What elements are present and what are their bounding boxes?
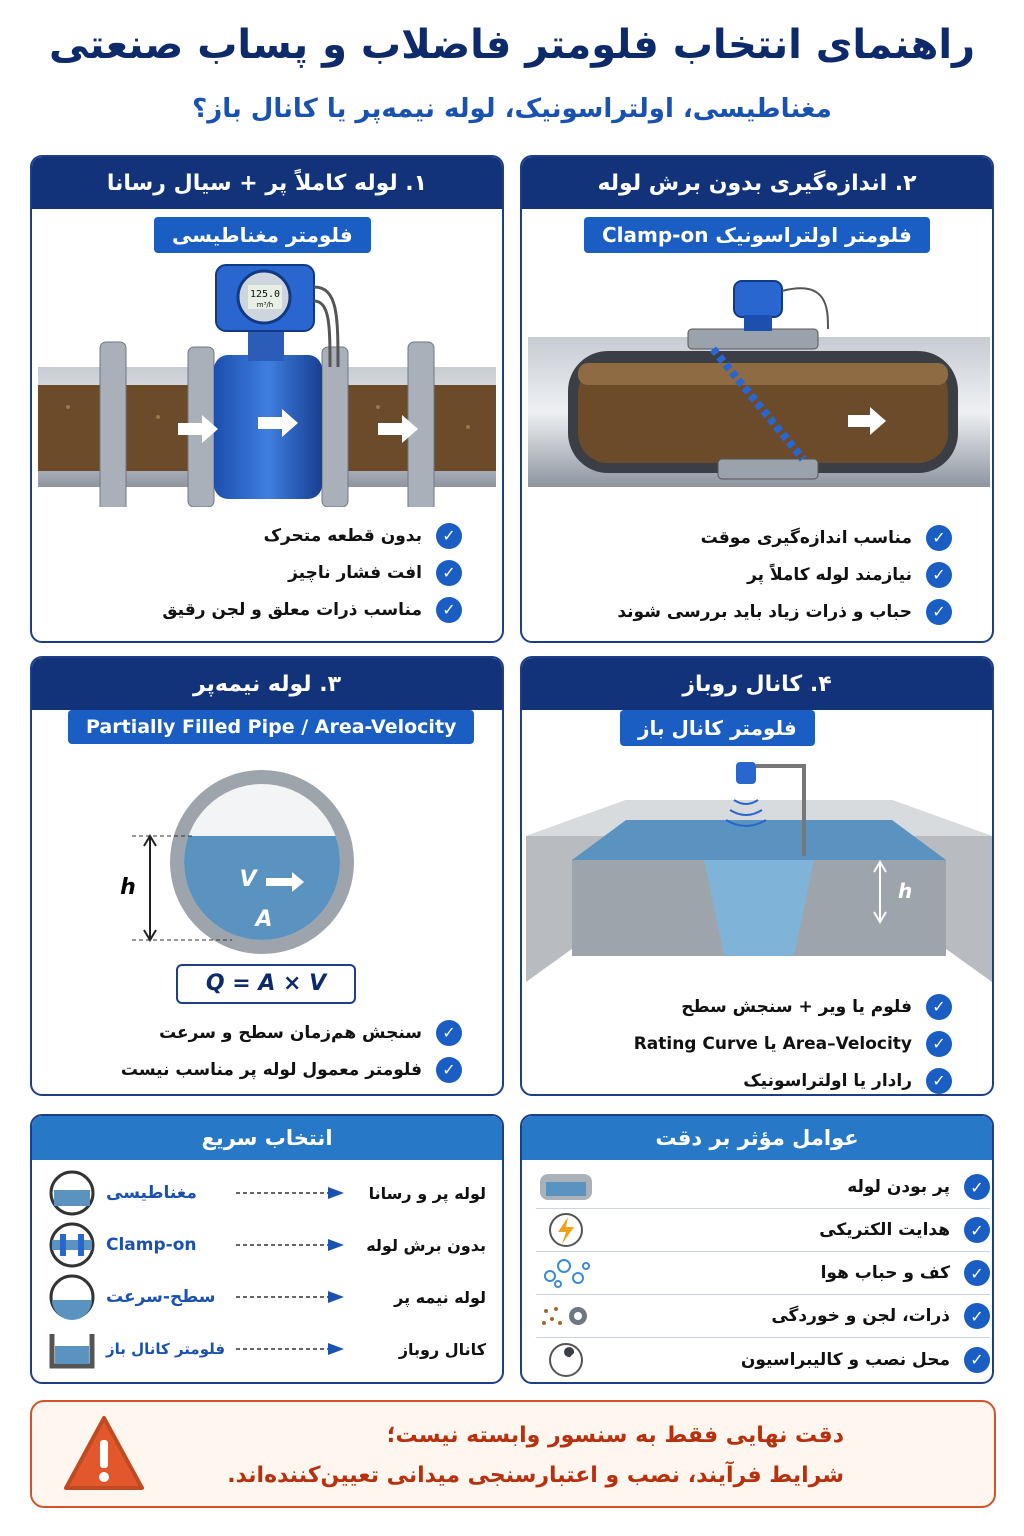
list-item: ✓ فلوم یا ویر + سنجش سطح (562, 988, 952, 1025)
check-icon: ✓ (436, 1020, 462, 1046)
check-icon: ✓ (926, 1068, 952, 1094)
area-label: A (255, 907, 273, 932)
list-item: ✓ فلومتر معمول لوله پر مناسب نیست (72, 1051, 462, 1088)
height-label: h (120, 875, 136, 900)
arrow-icon (236, 1343, 346, 1355)
panel-heading: عوامل مؤثر بر دقت (522, 1116, 992, 1160)
warning-banner (30, 1400, 996, 1508)
arrow-icon (236, 1239, 346, 1251)
feature-list (562, 988, 952, 1096)
list-item: ✓ سنجش هم‌زمان سطح و سرعت (72, 1014, 462, 1051)
check-icon: ✓ (926, 562, 952, 588)
list-item: ✓ مناسب ذرات معلق و لجن رقیق (72, 591, 462, 628)
method-badge: فلومتر مغناطیسی (154, 217, 371, 253)
warning-icon (62, 1414, 146, 1494)
panel-heading: انتخاب سریع (32, 1116, 502, 1160)
card-clamp-on (520, 155, 994, 643)
feature-list (562, 519, 952, 630)
check-icon: ✓ (964, 1174, 990, 1200)
list-item: سطح-سرعت لوله نیمه پر (46, 1272, 500, 1322)
particles-gear-icon (536, 1297, 596, 1335)
height-label: h (898, 879, 913, 903)
magnetic-flowmeter-illustration (38, 257, 496, 507)
check-icon: ✓ (964, 1303, 990, 1329)
card-heading: ۲. اندازه‌گیری بدون برش لوله (522, 157, 992, 209)
full-pipe-icon (46, 1170, 98, 1216)
list-item: ✓ بدون قطعه متحرک (72, 517, 462, 554)
display-value: 125.0 (249, 289, 281, 300)
half-pipe-diagram (72, 764, 452, 954)
lightning-icon (536, 1211, 596, 1249)
list-item: فلومتر کانال باز کانال روباز (46, 1324, 500, 1374)
method-badge: فلومتر اولتراسونیک Clamp-on (584, 217, 930, 253)
card-magnetic (30, 155, 504, 643)
list-item: هدایت الکتریکی ✓ (536, 1209, 990, 1252)
card-heading: ۳. لوله نیمه‌پر (32, 658, 502, 710)
method-badge: فلومتر کانال باز (620, 710, 815, 746)
list-item: ✓ Area–Velocity یا Rating Curve (562, 1025, 952, 1062)
check-icon: ✓ (964, 1260, 990, 1286)
list-item: ✓ حباب و ذرات زیاد باید بررسی شوند (562, 593, 952, 630)
open-channel-icon (46, 1326, 98, 1372)
list-item: مغناطیسی لوله پر و رسانا (46, 1168, 500, 1218)
feature-list (72, 1014, 462, 1088)
list-item: ذرات، لجن و خوردگی ✓ (536, 1295, 990, 1338)
check-icon: ✓ (436, 560, 462, 586)
quick-select-panel (30, 1114, 504, 1384)
list-item: ✓ افت فشار ناچیز (72, 554, 462, 591)
clamp-on-ultrasonic-illustration (528, 269, 990, 509)
display-unit: m³/h (256, 301, 274, 309)
warning-text (144, 1416, 844, 1496)
check-icon: ✓ (926, 599, 952, 625)
bubbles-icon (536, 1254, 596, 1292)
list-item: Clamp-on بدون برش لوله (46, 1220, 500, 1270)
warning-line-2: شرایط فرآیند، نصب و اعتبارسنجی میدانی تعیین‌کننده‌اند. (227, 1463, 844, 1488)
open-channel-illustration (526, 756, 992, 982)
method-badge: Partially Filled Pipe / Area-Velocity (68, 710, 474, 744)
card-heading: ۱. لوله کاملاً پر + سیال رسانا (32, 157, 502, 209)
check-icon: ✓ (436, 1057, 462, 1083)
clamp-pipe-icon (46, 1222, 98, 1268)
page-title: راهنمای انتخاب فلومتر فاضلاب و پساب صنعتی (48, 22, 976, 68)
accuracy-factors-panel (520, 1114, 994, 1384)
pipe-fill-icon (536, 1168, 596, 1206)
half-pipe-icon (46, 1274, 98, 1320)
check-icon: ✓ (926, 994, 952, 1020)
check-icon: ✓ (436, 597, 462, 623)
check-icon: ✓ (964, 1347, 990, 1373)
list-item: پر بودن لوله ✓ (536, 1166, 990, 1209)
check-icon: ✓ (436, 523, 462, 549)
list-item: ✓ نیازمند لوله کاملاً پر (562, 556, 952, 593)
list-item: ✓ مناسب اندازه‌گیری موقت (562, 519, 952, 556)
flow-formula: Q = A × V (176, 964, 356, 1004)
wrench-icon (536, 1341, 596, 1379)
check-icon: ✓ (926, 1031, 952, 1057)
feature-list (72, 517, 462, 628)
list-item: محل نصب و کالیبراسیون ✓ (536, 1338, 990, 1381)
card-heading: ۴. کانال روباز (522, 658, 992, 710)
check-icon: ✓ (964, 1217, 990, 1243)
warning-line-1: دقت نهایی فقط به سنسور وابسته نیست؛ (386, 1423, 844, 1448)
list-item: ✓ رادار یا اولتراسونیک (562, 1062, 952, 1096)
check-icon: ✓ (926, 525, 952, 551)
velocity-label: V (239, 867, 257, 892)
card-open-channel (520, 656, 994, 1096)
list-item: کف و حباب هوا ✓ (536, 1252, 990, 1295)
card-partially-filled (30, 656, 504, 1096)
arrow-icon (236, 1187, 346, 1199)
page-subtitle: مغناطیسی، اولتراسونیک، لوله نیمه‌پر یا کانال باز؟ (192, 94, 832, 124)
arrow-icon (236, 1291, 346, 1303)
